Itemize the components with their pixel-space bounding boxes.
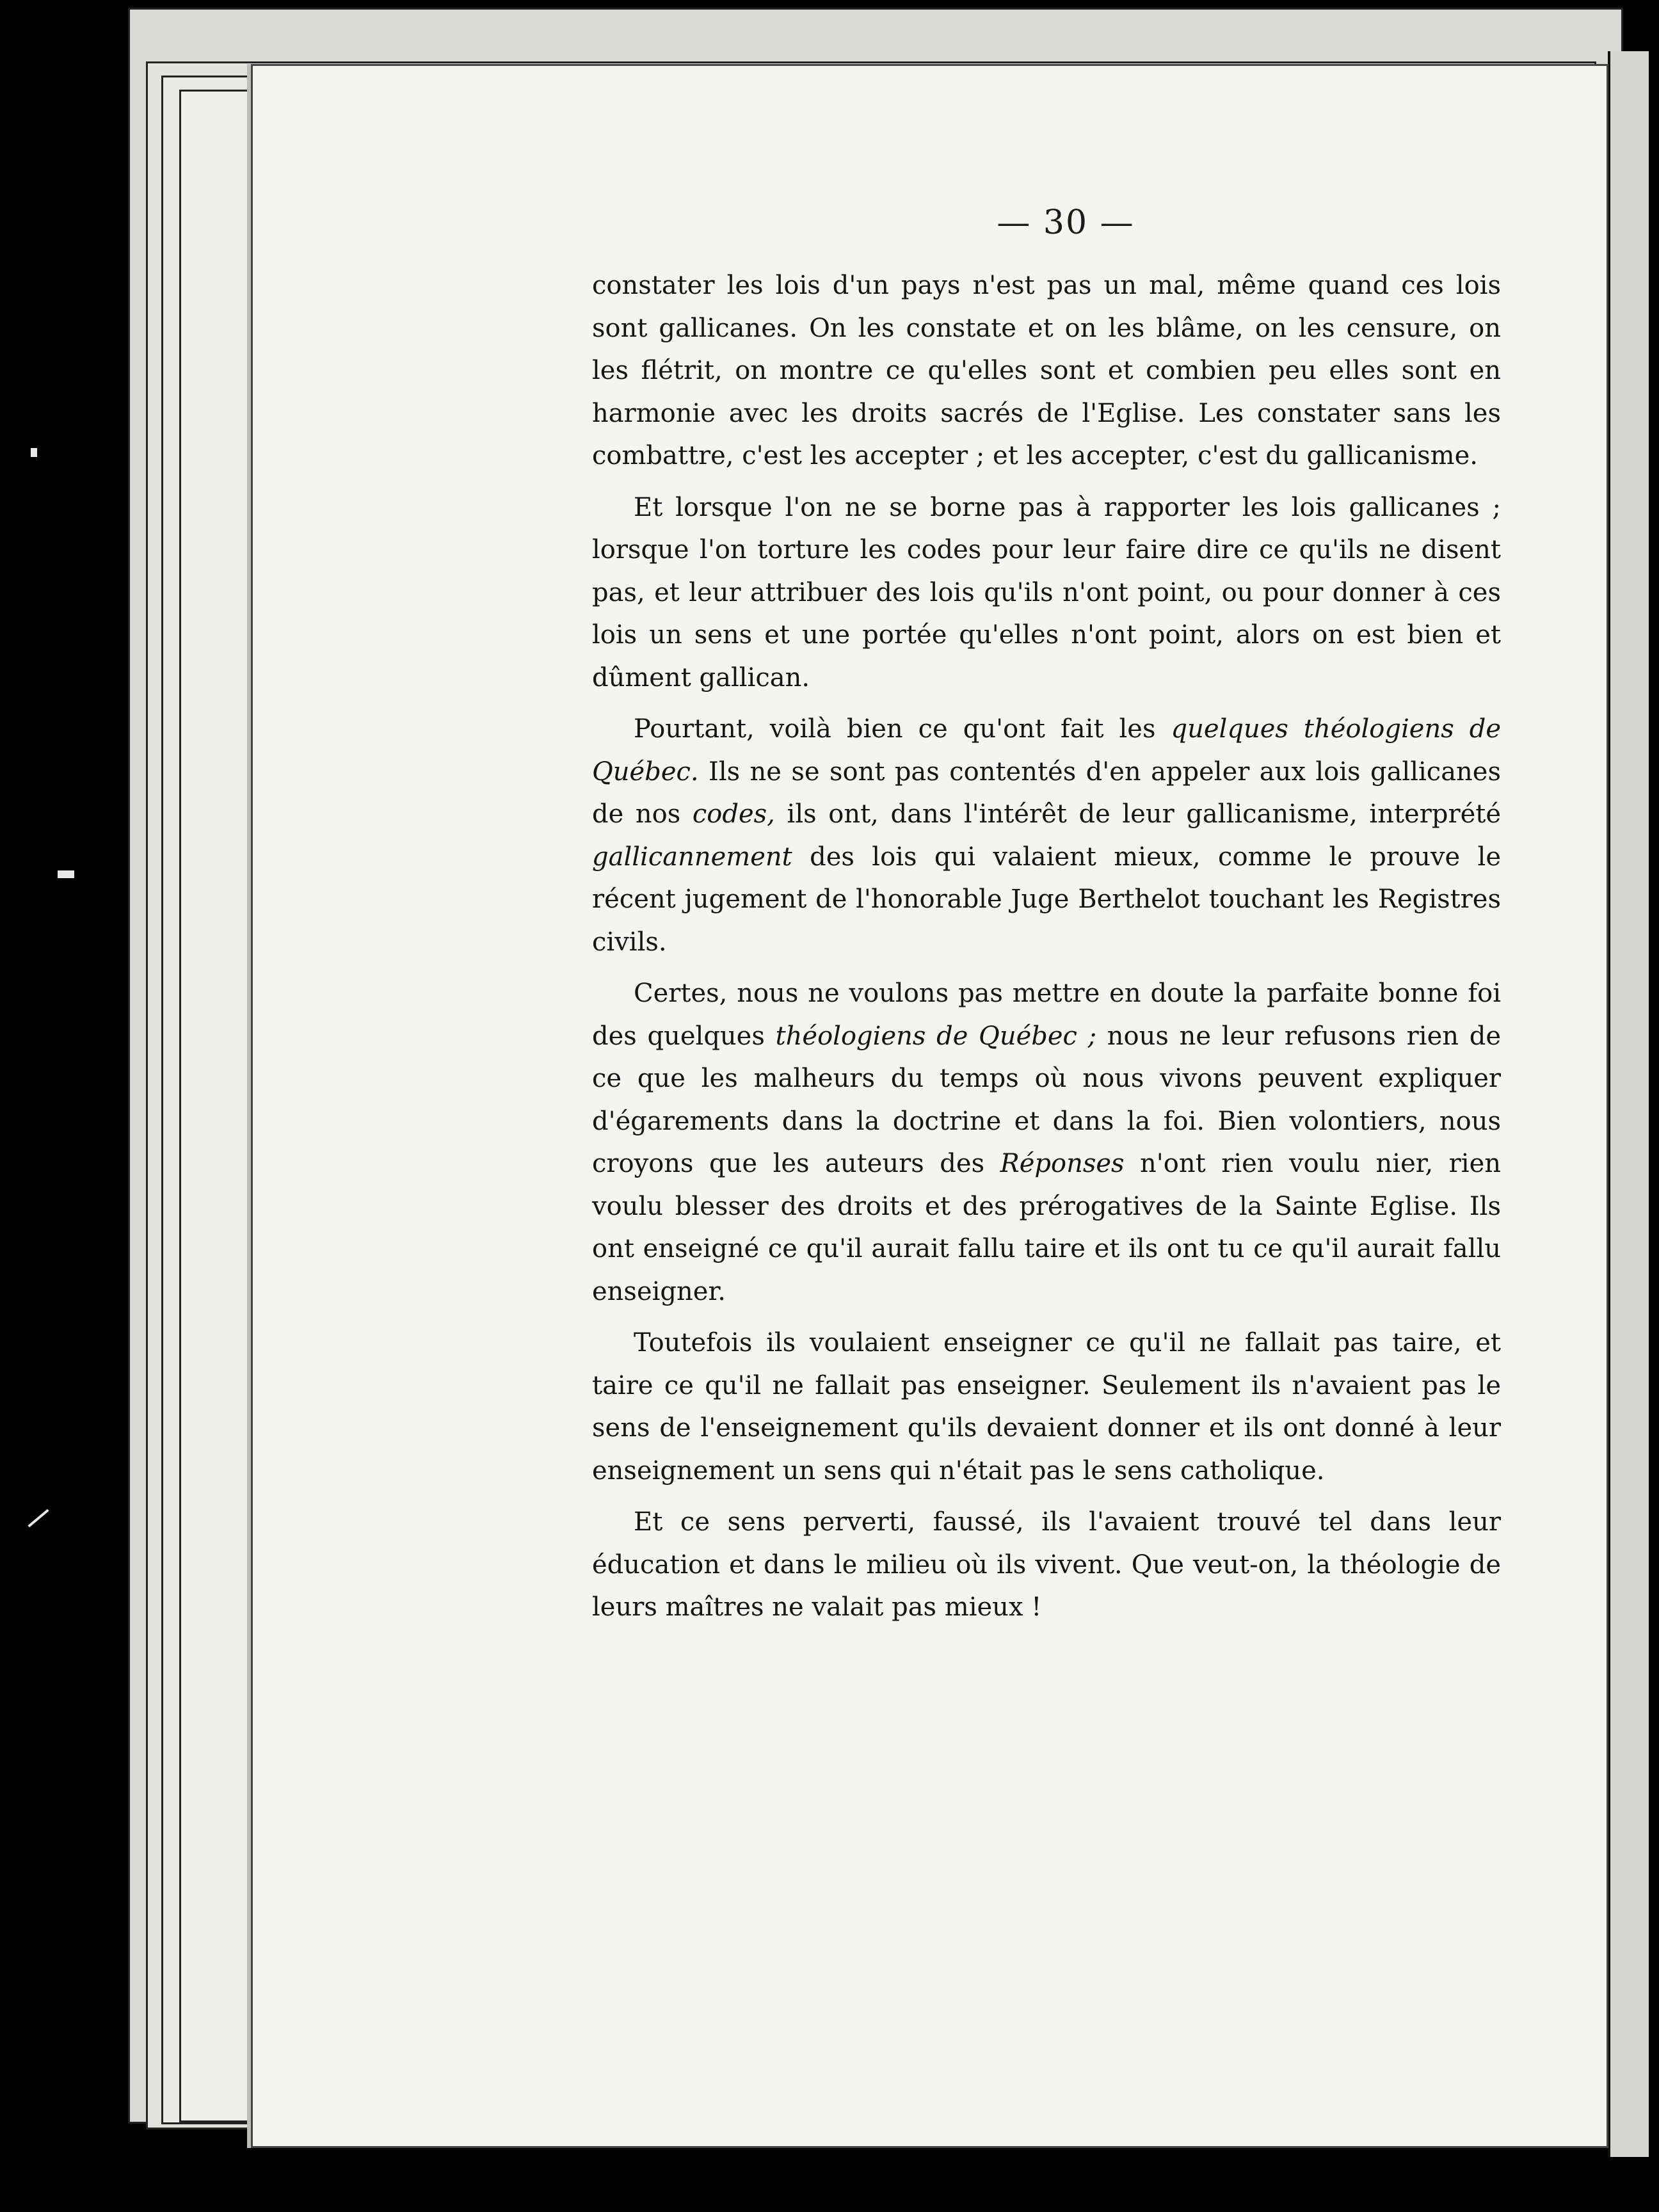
paragraph — [592, 708, 1501, 963]
scan-speck — [28, 1509, 49, 1528]
text-run: Toutefois ils voulaient enseigner ce qu'il ne fallait pas taire, et taire ce qu'il ne fallait pas enseigner. Seulement ils n'avaient pas le sens de l'enseignement qu'ils devaient donner et ils ont donné à leur enseignement un sens qui n'était pas le sens catholique. — [592, 1328, 1501, 1486]
text-run: Et lorsque l'on ne se borne pas à rapporter les lois gallicanes ; lorsque l'on torture les codes pour leur faire dire ce qu'ils ne disent pas, et leur attribuer des lois qu'ils n'ont point, ou pour donner à ces lois un sens et une portée qu'elles n'ont point, alors on est bien et dûment gallican. — [592, 492, 1501, 693]
paragraph — [592, 972, 1501, 1313]
text-run: constater les lois d'un pays n'est pas un mal, même quand ces lois sont gallicanes. On les constate et on les blâme, on les censure, on les flétrit, on montre ce qu'elles sont et combien peu elles sont en harmonie avec les droits sacrés de l'Eglise. Les constater sans les combattre, c'est les accepter ; et les accepter, c'est du gallicanisme. — [592, 271, 1501, 470]
paragraph — [592, 264, 1501, 477]
text-run: des lois qui valaient mieux, comme le prouve le récent jugement de l'honorable Juge Berthelot touchant les Registres civils. — [592, 842, 1501, 957]
paragraph — [592, 486, 1501, 700]
page-number: — 30 — — [997, 204, 1135, 242]
text-run: n'ont rien voulu nier, rien voulu blesser des droits et des prérogatives de la Sainte Eglise. Ils ont enseigné ce qu'il aurait fallu taire et ils ont tu ce qu'il aurait fallu enseigner. — [592, 1149, 1502, 1306]
scan-speck — [58, 870, 74, 878]
italic-text-run: quelques théologiens de Québec. — [592, 714, 1502, 787]
text-run: Certes, nous ne voulons pas mettre en doute la parfaite bonne foi des quelques — [592, 979, 1501, 1051]
facing-page-edge — [1608, 51, 1649, 2157]
text-run: Et ce sens perverti, faussé, ils l'avaient trouvé tel dans leur éducation et dans le milieu où ils vivent. Que veut-on, la théologie de leurs maîtres ne valait pas mieux ! — [592, 1507, 1501, 1622]
text-run: nous ne leur refusons rien de ce que les malheurs du temps où nous vivons peuvent expliquer d'égarements dans la doctrine et dans la foi. Bien volontiers, nous croyons que les auteurs des — [592, 1021, 1501, 1178]
text-run: Ils ne se sont pas contentés d'en appeler aux lois gallicanes de nos — [592, 757, 1501, 829]
document-page — [251, 64, 1608, 2148]
scan-speck — [31, 448, 37, 457]
paragraph — [592, 1501, 1501, 1629]
italic-text-run: codes, — [692, 799, 775, 829]
paragraph — [592, 1322, 1501, 1492]
text-run: ils ont, dans l'intérêt de leur gallicanisme, interprété — [774, 799, 1501, 829]
body-text — [592, 264, 1501, 1638]
italic-text-run: théologiens de Québec ; — [775, 1021, 1097, 1051]
text-run: Pourtant, voilà bien ce qu'ont fait les — [634, 714, 1171, 744]
italic-text-run: Réponses — [1000, 1149, 1125, 1178]
italic-text-run: gallicannement — [592, 842, 792, 872]
